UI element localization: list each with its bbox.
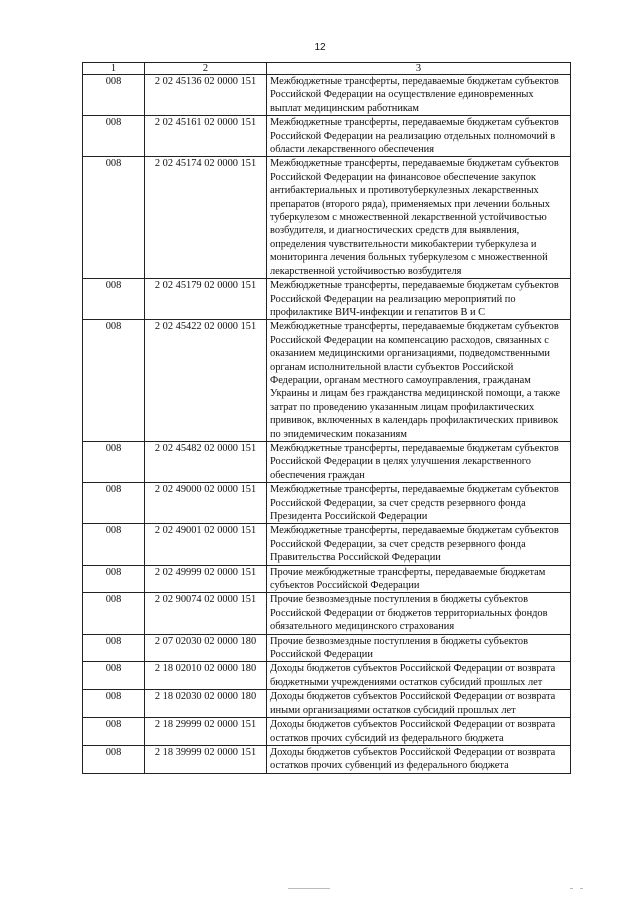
table-row: [83, 565, 571, 593]
revenue-code-cell: 2 07 02030 02 0000 180: [145, 634, 267, 662]
column-header-3: 3: [267, 63, 571, 75]
admin-code-cell: 008: [83, 690, 145, 718]
admin-code-cell: 008: [83, 593, 145, 634]
admin-code-cell: 008: [83, 745, 145, 773]
admin-code-cell: 008: [83, 116, 145, 157]
table-row: [83, 75, 571, 116]
table-row: [83, 718, 571, 746]
revenue-code-cell: 2 18 39999 02 0000 151: [145, 745, 267, 773]
description-cell: Доходы бюджетов субъектов Российской Федерации от возврата остатков прочих субвенций из федерального бюджета: [267, 745, 571, 773]
admin-code-cell: 008: [83, 634, 145, 662]
table-row: [83, 593, 571, 634]
description-cell: Межбюджетные трансферты, передаваемые бюджетам субъектов Российской Федерации в целях улучшения лекарственного обеспечения граждан: [267, 441, 571, 482]
table-row: [83, 690, 571, 718]
description-cell: Межбюджетные трансферты, передаваемые бюджетам субъектов Российской Федерации, за счет средств резервного фонда Президента Российской Федерации: [267, 483, 571, 524]
table-header-row: [83, 63, 571, 75]
column-header-1: 1: [83, 63, 145, 75]
revenue-code-cell: 2 02 45136 02 0000 151: [145, 75, 267, 116]
admin-code-cell: 008: [83, 157, 145, 279]
column-header-2: 2: [145, 63, 267, 75]
revenue-code-cell: 2 02 45482 02 0000 151: [145, 441, 267, 482]
description-cell: Межбюджетные трансферты, передаваемые бюджетам субъектов Российской Федерации на финансовое обеспечение закупок антибактериальных и противотуберкулезных лекарственных препаратов (второго ряда), применяемых при лечении больных туберкулезом с множественной лекарственной устойчивостью возбудителя, и диагностических средств для выявления, определения чувствительности микобактерии туберкулеза и мониторинга лечения больных туберкулезом с множественной лекарственной устойчивостью возбудителя: [267, 157, 571, 279]
description-cell: Доходы бюджетов субъектов Российской Федерации от возврата иными организациями остатков субсидий прошлых лет: [267, 690, 571, 718]
revenue-code-cell: 2 02 49999 02 0000 151: [145, 565, 267, 593]
table-row: [83, 483, 571, 524]
table-row: [83, 116, 571, 157]
description-cell: Прочие безвозмездные поступления в бюджеты субъектов Российской Федерации: [267, 634, 571, 662]
revenue-code-cell: 2 02 45179 02 0000 151: [145, 279, 267, 320]
revenue-codes-table: [82, 62, 571, 774]
table-row: [83, 745, 571, 773]
revenue-code-cell: 2 18 02030 02 0000 180: [145, 690, 267, 718]
table-row: [83, 279, 571, 320]
admin-code-cell: 008: [83, 524, 145, 565]
table-row: [83, 524, 571, 565]
description-cell: Межбюджетные трансферты, передаваемые бюджетам субъектов Российской Федерации на реализацию мероприятий по профилактике ВИЧ-инфекции и гепатитов В и С: [267, 279, 571, 320]
revenue-code-cell: 2 02 45422 02 0000 151: [145, 320, 267, 442]
table-row: [83, 441, 571, 482]
revenue-code-cell: 2 02 90074 02 0000 151: [145, 593, 267, 634]
revenue-code-cell: 2 02 49000 02 0000 151: [145, 483, 267, 524]
admin-code-cell: 008: [83, 565, 145, 593]
page-number: 12: [314, 42, 326, 53]
description-cell: Доходы бюджетов субъектов Российской Федерации от возврата остатков прочих субсидий из федерального бюджета: [267, 718, 571, 746]
description-cell: Прочие безвозмездные поступления в бюджеты субъектов Российской Федерации от бюджетов территориальных фондов обязательного медицинского страхования: [267, 593, 571, 634]
admin-code-cell: 008: [83, 662, 145, 690]
description-cell: Межбюджетные трансферты, передаваемые бюджетам субъектов Российской Федерации на реализацию отдельных полномочий в области лекарственного обеспечения: [267, 116, 571, 157]
description-cell: Межбюджетные трансферты, передаваемые бюджетам субъектов Российской Федерации на компенсацию расходов, связанных с оказанием медицинскими организациями, подведомственными органам исполнительной власти субъектов Российской Федерации, органам местного самоуправления, гражданам Украины и лицам без гражданства медицинской помощи, а также затрат по проведению указанным лицам профилактических прививок, включенных в календарь профилактических прививок по эпидемическим показаниям: [267, 320, 571, 442]
admin-code-cell: 008: [83, 75, 145, 116]
table-row: [83, 662, 571, 690]
admin-code-cell: 008: [83, 279, 145, 320]
revenue-code-cell: 2 18 02010 02 0000 180: [145, 662, 267, 690]
admin-code-cell: 008: [83, 320, 145, 442]
revenue-code-cell: 2 18 29999 02 0000 151: [145, 718, 267, 746]
admin-code-cell: 008: [83, 483, 145, 524]
table-row: [83, 157, 571, 279]
admin-code-cell: 008: [83, 718, 145, 746]
description-cell: Межбюджетные трансферты, передаваемые бюджетам субъектов Российской Федерации на осуществление единовременных выплат медицинским работникам: [267, 75, 571, 116]
description-cell: Межбюджетные трансферты, передаваемые бюджетам субъектов Российской Федерации, за счет средств резервного фонда Правительства Российской Федерации: [267, 524, 571, 565]
admin-code-cell: 008: [83, 441, 145, 482]
revenue-code-cell: 2 02 45174 02 0000 151: [145, 157, 267, 279]
revenue-code-cell: 2 02 49001 02 0000 151: [145, 524, 267, 565]
description-cell: Доходы бюджетов субъектов Российской Федерации от возврата бюджетными учреждениями остатков субсидий прошлых лет: [267, 662, 571, 690]
description-cell: Прочие межбюджетные трансферты, передаваемые бюджетам субъектов Российской Федерации: [267, 565, 571, 593]
table-row: [83, 320, 571, 442]
scan-artifacts: [0, 888, 640, 900]
revenue-code-cell: 2 02 45161 02 0000 151: [145, 116, 267, 157]
table-row: [83, 634, 571, 662]
table-body: [83, 75, 571, 774]
